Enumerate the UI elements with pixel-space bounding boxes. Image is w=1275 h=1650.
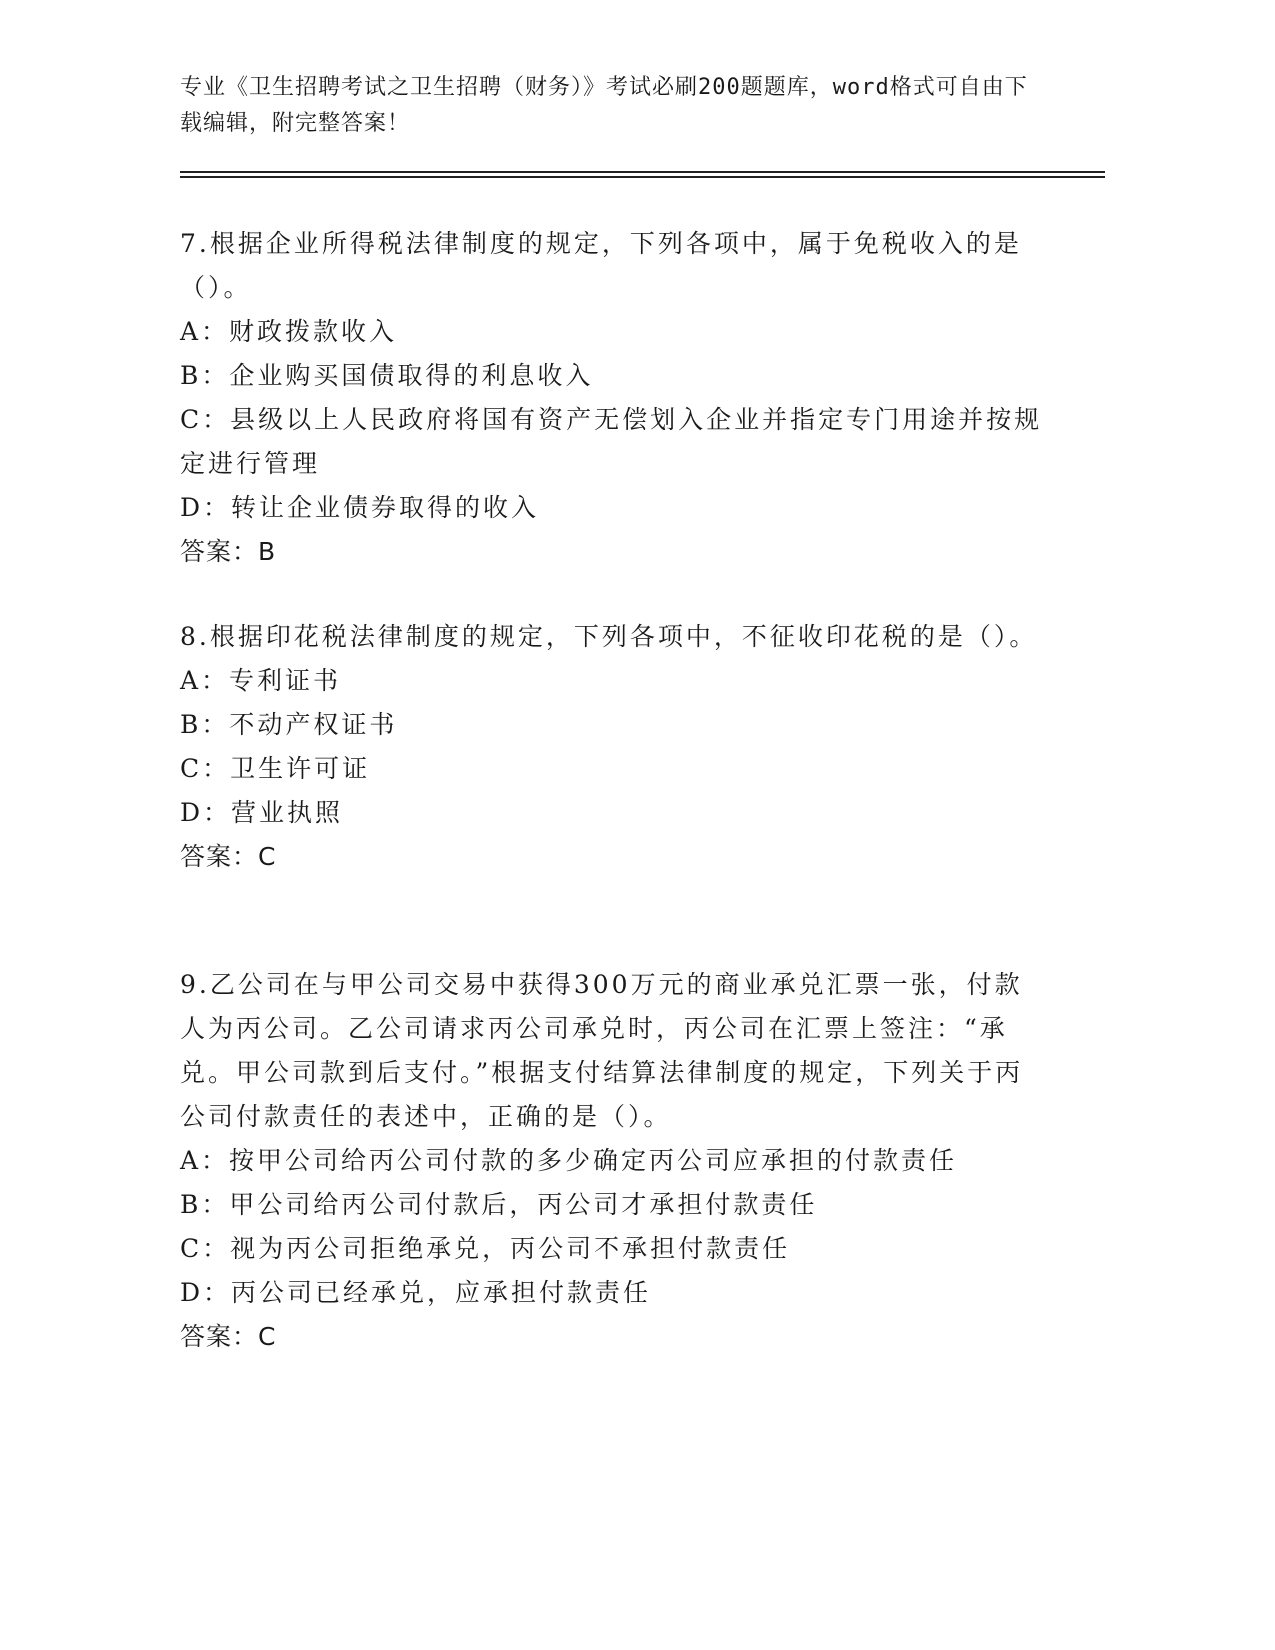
question-stem: 7.根据企业所得税法律制度的规定，下列各项中，属于免税收入的是（）。	[180, 229, 1022, 302]
option-c: C：视为丙公司拒绝承兑，丙公司不承担付款责任	[180, 1234, 791, 1263]
option-c: C：县级以上人民政府将国有资产无偿划入企业并指定专门用途并按规定进行管理	[180, 405, 1043, 478]
question-stem: 9.乙公司在与甲公司交易中获得300万元的商业承兑汇票一张，付款人为丙公司。乙公司请求丙公司承兑时，丙公司在汇票上签注：“承兑。甲公司款到后支付。”根据支付结算法律制度的规定，下列关于丙公司付款责任的表述中，正确的是（）。	[180, 970, 1024, 1131]
option-a: A：专利证书	[180, 666, 342, 695]
header-divider-bottom	[180, 176, 1105, 178]
header-divider-top	[180, 171, 1105, 173]
option-c: C：卫生许可证	[180, 754, 371, 783]
option-d: D：营业执照	[180, 798, 344, 827]
option-d: D：转让企业债券取得的收入	[180, 493, 540, 522]
question-stem: 8.根据印花税法律制度的规定，下列各项中，不征收印花税的是（）。	[180, 622, 1038, 651]
option-a: A：财政拨款收入	[180, 317, 398, 346]
question-9	[180, 963, 1050, 1359]
answer: 答案：B	[180, 537, 277, 566]
option-b: B：企业购买国债取得的利息收入	[180, 361, 594, 390]
option-a: A：按甲公司给丙公司付款的多少确定丙公司应承担的付款责任	[180, 1146, 958, 1175]
option-b: B：不动产权证书	[180, 710, 398, 739]
answer: 答案：C	[180, 842, 277, 871]
question-7	[180, 222, 1050, 574]
option-d: D：丙公司已经承兑，应承担付款责任	[180, 1278, 652, 1307]
answer: 答案：C	[180, 1322, 277, 1351]
option-b: B：甲公司给丙公司付款后，丙公司才承担付款责任	[180, 1190, 818, 1219]
question-8	[180, 615, 1050, 879]
document-header: 专业《卫生招聘考试之卫生招聘（财务）》考试必刷200题题库，word格式可自由下载编辑，附完整答案！	[180, 75, 1028, 136]
